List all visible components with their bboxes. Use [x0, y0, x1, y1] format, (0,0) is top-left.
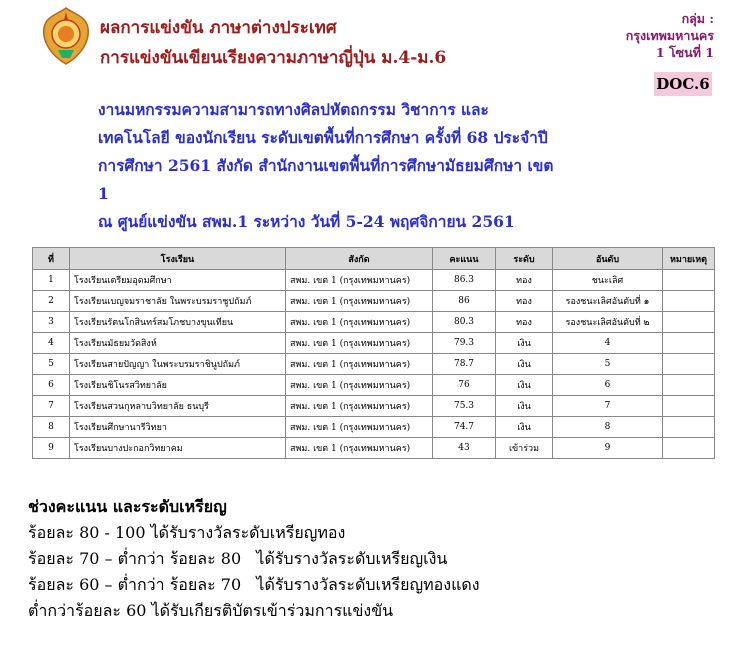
- group-name: กรุงเทพมหานคร: [625, 28, 714, 43]
- page-title: ผลการแข่งขัน ภาษาต่างประเทศ: [100, 18, 337, 38]
- cell-level: เงิน: [496, 333, 553, 354]
- cell-affiliation: สพม. เขต 1 (กรุงเทพมหานคร): [286, 312, 433, 333]
- cell-note: [663, 270, 715, 291]
- cell-no: 7: [33, 396, 70, 417]
- column-header: สังกัด: [286, 248, 433, 270]
- table-row: [33, 375, 715, 396]
- cell-school: โรงเรียนสายปัญญา ในพระบรมราชินูปถัมภ์: [70, 354, 286, 375]
- cell-school: โรงเรียนชิโนรสวิทยาลัย: [70, 375, 286, 396]
- cell-school: โรงเรียนมัธยมวัดสิงห์: [70, 333, 286, 354]
- table-row: [33, 270, 715, 291]
- legend-line: ร้อยละ 70 – ต่ำกว่า ร้อยละ 80 ได้รับรางวัลระดับเหรียญเงิน: [28, 549, 448, 568]
- doc-code-badge: DOC.6: [654, 72, 712, 96]
- table-row: [33, 312, 715, 333]
- cell-rank: 5: [553, 354, 663, 375]
- event-line: งานมหกรรมความสามารถทางศิลปหัตถกรรม วิชาการ และ: [98, 100, 489, 119]
- score-legend: [28, 494, 480, 624]
- cell-school: โรงเรียนเบญจมราชาลัย ในพระบรมราชูปถัมภ์: [70, 291, 286, 312]
- cell-score: 76: [433, 375, 496, 396]
- cell-affiliation: สพม. เขต 1 (กรุงเทพมหานคร): [286, 375, 433, 396]
- cell-level: ทอง: [496, 291, 553, 312]
- table-header-row: [33, 248, 715, 270]
- table-row: [33, 333, 715, 354]
- cell-level: ทอง: [496, 270, 553, 291]
- column-header: ที่: [33, 248, 70, 270]
- legend-heading: ช่วงคะแนน และระดับเหรียญ: [28, 497, 227, 516]
- legend-line: ร้อยละ 80 - 100 ได้รับรางวัลระดับเหรียญทอง: [28, 523, 346, 542]
- table-row: [33, 417, 715, 438]
- cell-score: 74.7: [433, 417, 496, 438]
- cell-affiliation: สพม. เขต 1 (กรุงเทพมหานคร): [286, 396, 433, 417]
- event-line: ณ ศูนย์แข่งขัน สพม.1 ระหว่าง วันที่ 5-24 พฤศจิกายน 2561: [98, 212, 515, 231]
- column-header: โรงเรียน: [70, 248, 286, 270]
- column-header: หมายเหตุ: [663, 248, 715, 270]
- cell-affiliation: สพม. เขต 1 (กรุงเทพมหานคร): [286, 354, 433, 375]
- cell-school: โรงเรียนศึกษานารีวิทยา: [70, 417, 286, 438]
- cell-school: โรงเรียนเตรียมอุดมศึกษา: [70, 270, 286, 291]
- cell-no: 9: [33, 438, 70, 459]
- cell-no: 6: [33, 375, 70, 396]
- cell-affiliation: สพม. เขต 1 (กรุงเทพมหานคร): [286, 438, 433, 459]
- cell-score: 86.3: [433, 270, 496, 291]
- cell-level: ทอง: [496, 312, 553, 333]
- cell-note: [663, 396, 715, 417]
- event-description: [98, 96, 628, 236]
- cell-rank: รองชนะเลิศอันดับที่ ๑: [553, 291, 663, 312]
- cell-no: 4: [33, 333, 70, 354]
- event-line: 1: [98, 184, 109, 203]
- cell-affiliation: สพม. เขต 1 (กรุงเทพมหานคร): [286, 333, 433, 354]
- cell-note: [663, 438, 715, 459]
- event-line: เทคโนโลยี ของนักเรียน ระดับเขตพื้นที่การศึกษา ครั้งที่ 68 ประจำปี: [98, 128, 548, 147]
- cell-score: 43: [433, 438, 496, 459]
- cell-no: 8: [33, 417, 70, 438]
- cell-level: เข้าร่วม: [496, 438, 553, 459]
- cell-school: โรงเรียนสวนกุหลาบวิทยาลัย ธนบุรี: [70, 396, 286, 417]
- cell-no: 1: [33, 270, 70, 291]
- cell-no: 5: [33, 354, 70, 375]
- column-header: คะแนน: [433, 248, 496, 270]
- education-emblem-logo: [40, 6, 92, 66]
- cell-note: [663, 354, 715, 375]
- cell-level: เงิน: [496, 417, 553, 438]
- legend-line: ต่ำกว่าร้อยละ 60 ได้รับเกียรติบัตรเข้าร่วมการแข่งขัน: [28, 601, 394, 620]
- cell-affiliation: สพม. เขต 1 (กรุงเทพมหานคร): [286, 291, 433, 312]
- cell-rank: 8: [553, 417, 663, 438]
- zone-label: 1 โซนที่ 1: [655, 45, 714, 60]
- cell-rank: 4: [553, 333, 663, 354]
- page-subtitle: การแข่งขันเขียนเรียงความภาษาญี่ปุ่น ม.4-ม.6: [100, 48, 447, 68]
- cell-rank: 9: [553, 438, 663, 459]
- cell-score: 86: [433, 291, 496, 312]
- cell-note: [663, 417, 715, 438]
- table-row: [33, 291, 715, 312]
- cell-affiliation: สพม. เขต 1 (กรุงเทพมหานคร): [286, 417, 433, 438]
- group-info: [626, 10, 714, 61]
- cell-school: โรงเรียนรัตนโกสินทร์สมโภชบางขุนเทียน: [70, 312, 286, 333]
- cell-rank: 7: [553, 396, 663, 417]
- column-header: ระดับ: [496, 248, 553, 270]
- table-row: [33, 396, 715, 417]
- legend-line: ร้อยละ 60 – ต่ำกว่า ร้อยละ 70 ได้รับรางวัลระดับเหรียญทองแดง: [28, 575, 480, 594]
- cell-score: 78.7: [433, 354, 496, 375]
- column-header: อันดับ: [553, 248, 663, 270]
- cell-score: 80.3: [433, 312, 496, 333]
- cell-no: 3: [33, 312, 70, 333]
- results-table: [32, 247, 715, 459]
- cell-note: [663, 291, 715, 312]
- cell-note: [663, 333, 715, 354]
- event-line: การศึกษา 2561 สังกัด สำนักงานเขตพื้นที่การศึกษามัธยมศึกษา เขต: [98, 156, 554, 175]
- cell-note: [663, 375, 715, 396]
- cell-score: 79.3: [433, 333, 496, 354]
- cell-rank: ชนะเลิศ: [553, 270, 663, 291]
- cell-rank: รองชนะเลิศอันดับที่ ๒: [553, 312, 663, 333]
- cell-affiliation: สพม. เขต 1 (กรุงเทพมหานคร): [286, 270, 433, 291]
- cell-score: 75.3: [433, 396, 496, 417]
- cell-level: เงิน: [496, 396, 553, 417]
- cell-level: เงิน: [496, 354, 553, 375]
- group-label: กลุ่ม :: [681, 11, 714, 26]
- cell-school: โรงเรียนบางปะกอกวิทยาคม: [70, 438, 286, 459]
- table-row: [33, 438, 715, 459]
- cell-rank: 6: [553, 375, 663, 396]
- cell-no: 2: [33, 291, 70, 312]
- cell-note: [663, 312, 715, 333]
- cell-level: เงิน: [496, 375, 553, 396]
- table-row: [33, 354, 715, 375]
